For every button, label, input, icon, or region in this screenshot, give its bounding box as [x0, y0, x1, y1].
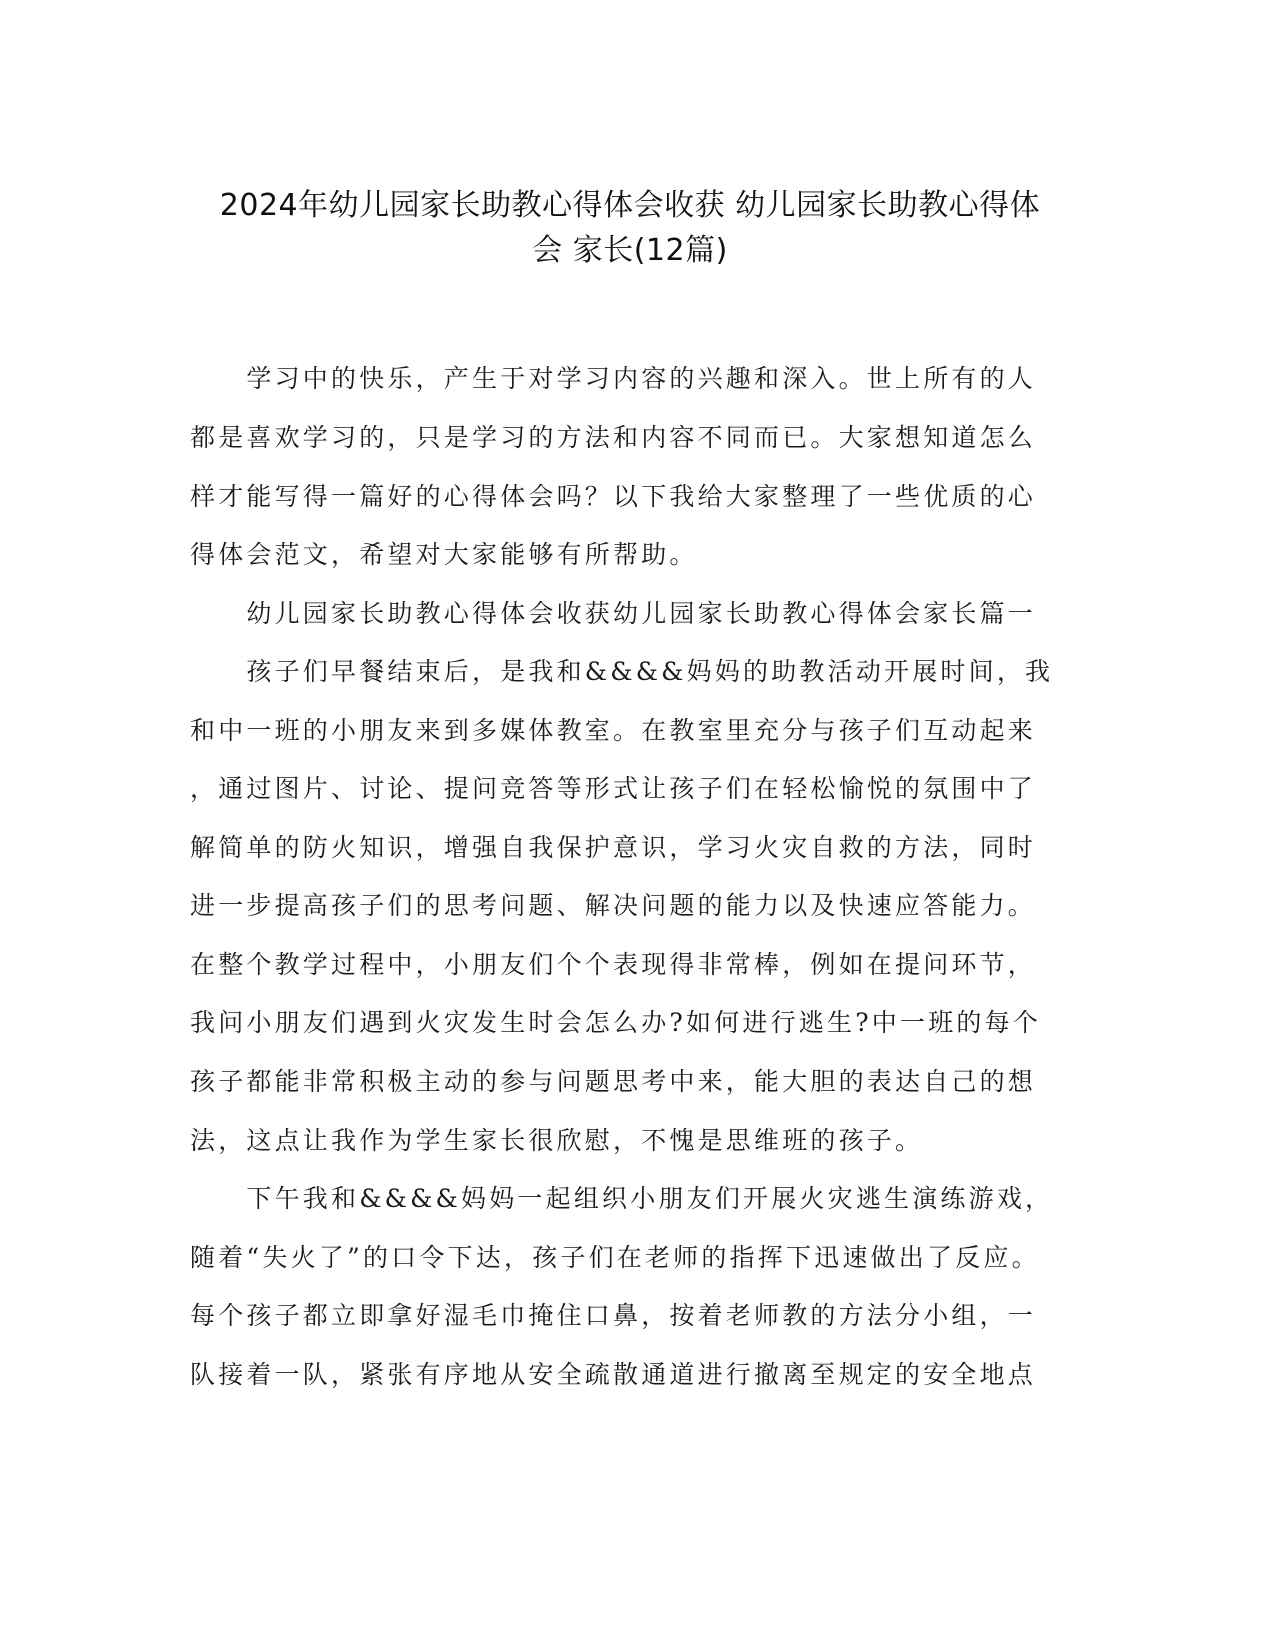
document-title: 2024年幼儿园家长助教心得体会收获 幼儿园家长助教心得体 会 家长(12篇) [219, 188, 1041, 268]
body-line: ，通过图片、讨论、提问竞答等形式让孩子们在轻松愉悦的氛围中了 [190, 774, 1037, 803]
body-line: 法，这点让我作为学生家长很欣慰，不愧是思维班的孩子。 [190, 1126, 924, 1155]
body-line: 样才能写得一篇好的心得体会吗？以下我给大家整理了一些优质的心 [190, 482, 1037, 511]
body-line: 我问小朋友们遇到火灾发生时会怎么办?如何进行逃生?中一班的每个 [190, 1008, 1042, 1037]
body-line: 每个孩子都立即拿好湿毛巾掩住口鼻，按着老师教的方法分小组，一 [190, 1301, 1037, 1330]
body-line: 得体会范文，希望对大家能够有所帮助。 [190, 540, 698, 569]
body-line: 队接着一队，紧张有序地从安全疏散通道进行撤离至规定的安全地点 [190, 1360, 1037, 1389]
section-heading: 幼儿园家长助教心得体会收获幼儿园家长助教心得体会家长篇一 [190, 599, 1037, 628]
body-line: 随着“失火了”的口令下达，孩子们在老师的指挥下迅速做出了反应。 [190, 1243, 1040, 1272]
body-line: 下午我和&&&&妈妈一起组织小朋友们开展火灾逃生演练游戏， [190, 1184, 1054, 1213]
body-line: 和中一班的小朋友来到多媒体教室。在教室里充分与孩子们互动起来 [190, 716, 1037, 745]
body-line: 都是喜欢学习的，只是学习的方法和内容不同而已。大家想知道怎么 [190, 423, 1037, 452]
body-line: 孩子都能非常积极主动的参与问题思考中来，能大胆的表达自己的想 [190, 1067, 1037, 1096]
body-line: 学习中的快乐，产生于对学习内容的兴趣和深入。世上所有的人 [190, 364, 1037, 393]
body-line: 进一步提高孩子们的思考问题、解决问题的能力以及快速应答能力。 [190, 891, 1037, 920]
body-line: 解简单的防火知识，增强自我保护意识，学习火灾自救的方法，同时 [190, 833, 1037, 862]
body-line: 孩子们早餐结束后，是我和&&&&妈妈的助教活动开展时间，我 [190, 657, 1054, 686]
body-line: 在整个教学过程中，小朋友们个个表现得非常棒，例如在提问环节， [190, 950, 1037, 979]
